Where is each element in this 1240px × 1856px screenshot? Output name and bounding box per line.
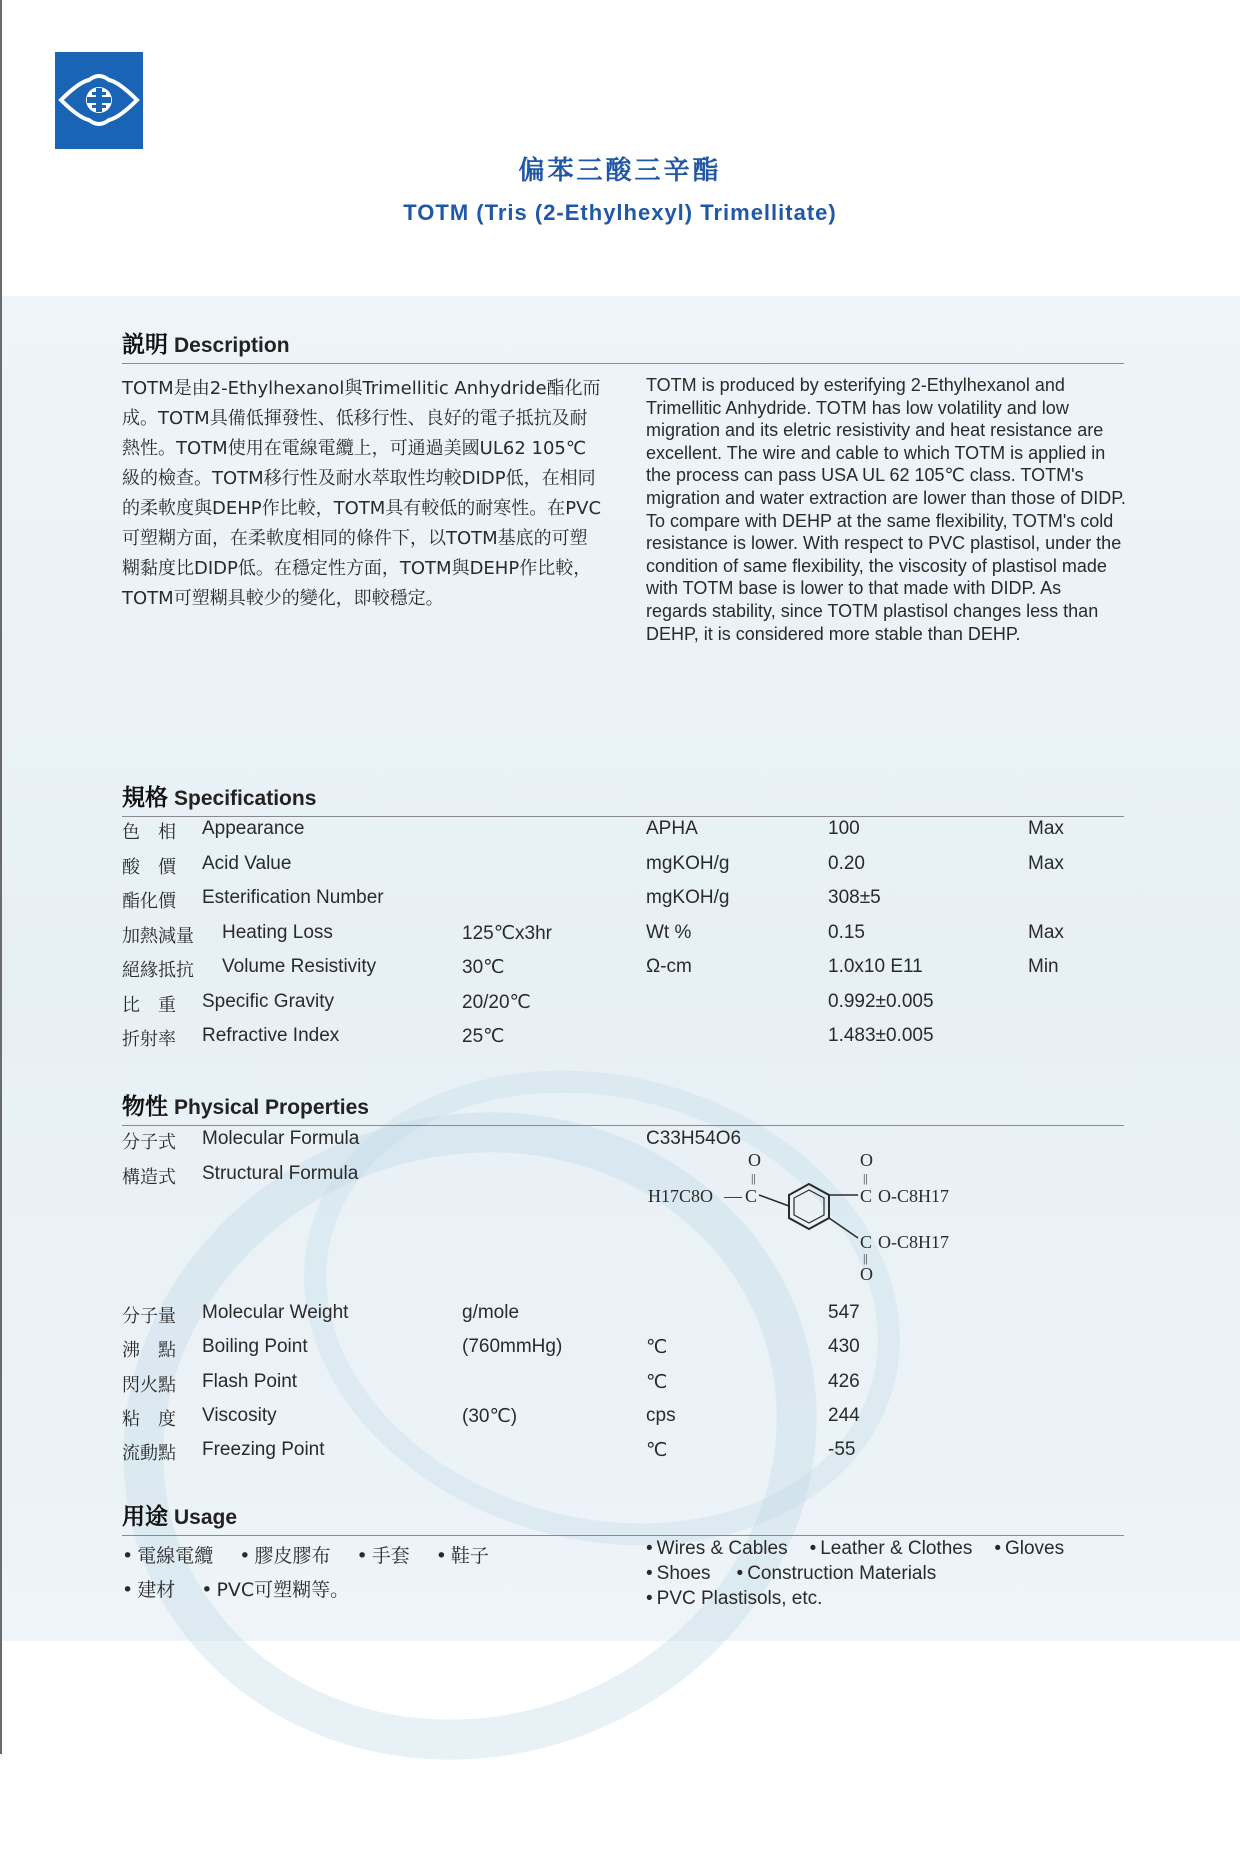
heading-en: Usage — [174, 1506, 238, 1529]
spec-condition: 125℃x3hr — [462, 923, 552, 944]
spec-label-en: Acid Value — [202, 853, 292, 874]
carbonyl-carbon-label: C — [860, 1186, 873, 1206]
description-text-chinese: TOTM是由2-Ethylhexanol與Trimellitic Anhydride酯化而成。TOTM具備低揮發性、低移行性、良好的電子抵抗及耐熱性。TOTM使用在電線電纜上，可通過美國UL62 105℃級的檢查。TOTM移行性及耐水萃取性均較DIDP低，在相同的柔軟度與DEHP作比較，TOTM具有較低的耐寒性。在PVC可塑糊方面，在柔軟度相同的條件下，以TOTM基底的可塑糊黏度比DIDP低。在穩定性方面，TOTM與DEHP作比較，TOTM可塑糊具較少的變化，即較穩定。 — [122, 378, 602, 609]
list-item: • Shoes — [646, 1563, 711, 1584]
spec-unit: Wt % — [646, 922, 692, 943]
prop-condition: (760mmHg) — [462, 1336, 563, 1357]
spec-unit: APHA — [646, 818, 698, 839]
list-item: • 鞋子 — [435, 1545, 489, 1567]
spec-label-en: Esterification Number — [202, 887, 384, 908]
prop-unit: ℃ — [646, 1372, 668, 1393]
usage-list-cn-line2 — [122, 1575, 349, 1602]
prop-label-en: Freezing Point — [202, 1439, 325, 1460]
spec-limit: Max — [1028, 818, 1064, 839]
carbonyl-oxygen-label: O — [860, 1264, 873, 1284]
spec-label-cn: 比 重 — [122, 995, 176, 1016]
spec-label-cn: 色 相 — [122, 822, 176, 843]
description-text-english: TOTM is produced by esterifying 2-Ethylhexanol and Trimellitic Anhydride. TOTM has low volatility and low migration and its eletric resistivity and heat resistance are excellent. The wire and cable to which TOTM is applied in the process can pass USA UL 62 105℃ class. TOTM's migration and water extraction are lower than those of DIDP. To compare with DEHP at the same flexibility, TOTM's cold resistance is lower. With respect to PVC plastisol, under the condition of same flexibility, the viscosity of plastisol made with TOTM base is lower to that made with DIDP. As regards stability, since TOTM plastisol changes less than DEHP, it is considered more stable than DEHP. — [646, 375, 1126, 644]
prop-value: 547 — [828, 1302, 860, 1323]
page-edge — [0, 0, 2, 1754]
spec-label-cn: 酸 價 — [122, 857, 176, 878]
spec-label-en: Heating Loss — [222, 922, 333, 943]
prop-row-boiling-point — [122, 1336, 1124, 1366]
prop-label-en: Molecular Formula — [202, 1128, 360, 1149]
usage-list-cn-line1 — [122, 1541, 489, 1568]
carbonyl-oxygen-label: O — [748, 1150, 761, 1170]
spec-row-esterification — [122, 887, 1124, 917]
spec-row-refractive-index — [122, 1025, 1124, 1055]
prop-label-en: Viscosity — [202, 1405, 277, 1426]
list-item: • PVC可塑糊等。 — [201, 1579, 350, 1601]
prop-label-cn: 分子量 — [122, 1306, 176, 1327]
heading-cn: 物性 — [122, 1094, 168, 1120]
spec-value: 308±5 — [828, 887, 881, 908]
prop-label-cn: 粘 度 — [122, 1409, 176, 1430]
prop-label-cn: 流動點 — [122, 1443, 176, 1464]
spec-label-en: Appearance — [202, 818, 305, 839]
usage-list-en-line2 — [646, 1563, 936, 1585]
spec-row-heating-loss — [122, 922, 1124, 952]
prop-value: -55 — [828, 1439, 856, 1460]
structural-formula-diagram — [646, 1150, 1026, 1300]
heading-en: Description — [174, 334, 290, 357]
right-ester-group: O-C8H17 — [878, 1232, 949, 1252]
prop-value: 430 — [828, 1336, 860, 1357]
heading-cn: 説明 — [122, 332, 168, 358]
spec-value: 100 — [828, 818, 860, 839]
bond-dash: — — [724, 1186, 742, 1206]
spec-label-en: Specific Gravity — [202, 991, 334, 1012]
description-heading — [122, 326, 1124, 364]
prop-row-flash-point — [122, 1371, 1124, 1401]
spec-unit: mgKOH/g — [646, 887, 730, 908]
spec-condition: 25℃ — [462, 1026, 505, 1047]
prop-unit: cps — [646, 1405, 676, 1426]
prop-row-viscosity — [122, 1405, 1124, 1435]
physical-properties-heading — [122, 1088, 1124, 1126]
prop-label-cn: 沸 點 — [122, 1340, 176, 1361]
spec-unit: Ω-cm — [646, 956, 692, 977]
usage-heading — [122, 1498, 1124, 1536]
spec-row-volume-resistivity — [122, 956, 1124, 986]
prop-label-cn: 分子式 — [122, 1132, 176, 1153]
spec-label-cn: 折射率 — [122, 1029, 176, 1050]
spec-label-en: Refractive Index — [202, 1025, 340, 1046]
spec-condition: 20/20℃ — [462, 992, 531, 1013]
prop-label-en: Boiling Point — [202, 1336, 308, 1357]
list-item: • 建材 — [122, 1579, 176, 1601]
spec-value: 0.20 — [828, 853, 865, 874]
spec-row-appearance — [122, 818, 1124, 848]
spec-label-cn: 酯化價 — [122, 891, 176, 912]
double-bond-label: || — [751, 1171, 756, 1185]
prop-condition: g/mole — [462, 1302, 520, 1323]
prop-label-en: Structural Formula — [202, 1163, 359, 1184]
double-bond-label: || — [863, 1251, 868, 1265]
spec-value: 0.992±0.005 — [828, 991, 934, 1012]
spec-limit: Max — [1028, 853, 1064, 874]
spec-value: 1.483±0.005 — [828, 1025, 934, 1046]
prop-label-cn: 閃火點 — [122, 1375, 176, 1396]
carbonyl-carbon-label: C — [745, 1186, 758, 1206]
spec-label-cn: 絕緣抵抗 — [122, 960, 194, 981]
page-title-chinese: 偏苯三酸三辛酯 — [518, 156, 722, 186]
prop-label-cn: 構造式 — [122, 1167, 176, 1188]
list-item: • 手套 — [356, 1545, 410, 1567]
left-ester-group: H17C8O — [648, 1186, 714, 1206]
prop-condition: (30℃) — [462, 1406, 518, 1427]
prop-label-en: Molecular Weight — [202, 1302, 349, 1323]
spec-label-cn: 加熱減量 — [122, 926, 194, 947]
list-item: • 膠皮膠布 — [239, 1545, 331, 1567]
usage-list-en-line1 — [646, 1538, 1064, 1560]
spec-value: 1.0x10 E11 — [828, 956, 923, 977]
prop-unit: ℃ — [646, 1440, 668, 1461]
spec-limit: Max — [1028, 922, 1064, 943]
heading-cn: 用途 — [122, 1504, 168, 1530]
spec-limit: Min — [1028, 956, 1059, 977]
spec-condition: 30℃ — [462, 957, 505, 978]
heading-en: Physical Properties — [174, 1096, 369, 1119]
double-bond-label: || — [863, 1171, 868, 1185]
spec-row-specific-gravity — [122, 991, 1124, 1021]
prop-value: 244 — [828, 1405, 860, 1426]
list-item: • 電線電纜 — [122, 1545, 214, 1567]
spec-row-acid-value — [122, 853, 1124, 883]
list-item: • Leather & Clothes — [809, 1538, 973, 1559]
carbonyl-oxygen-label: O — [860, 1150, 873, 1170]
spec-unit: mgKOH/g — [646, 853, 730, 874]
prop-row-freezing-point — [122, 1439, 1124, 1469]
page-title-english: TOTM (Tris (2-Ethylhexyl) Trimellitate) — [403, 200, 837, 225]
list-item: • Construction Materials — [736, 1563, 937, 1584]
right-ester-group: O-C8H17 — [878, 1186, 949, 1206]
carbonyl-carbon-label: C — [860, 1232, 873, 1252]
heading-cn: 規格 — [122, 785, 168, 811]
molecular-formula-value: C33H54O6 — [646, 1128, 742, 1149]
prop-value: 426 — [828, 1371, 860, 1392]
list-item: • Gloves — [994, 1538, 1065, 1559]
spec-label-en: Volume Resistivity — [222, 956, 377, 977]
prop-row-molecular-weight — [122, 1302, 1124, 1332]
company-logo-icon — [55, 52, 143, 149]
prop-unit: ℃ — [646, 1337, 668, 1358]
list-item: • Wires & Cables — [646, 1538, 788, 1559]
usage-list-en-line3 — [646, 1588, 822, 1610]
prop-label-en: Flash Point — [202, 1371, 298, 1392]
heading-en: Specifications — [174, 787, 317, 810]
list-item: • PVC Plastisols, etc. — [646, 1588, 823, 1609]
spec-value: 0.15 — [828, 922, 865, 943]
specifications-heading — [122, 779, 1124, 817]
